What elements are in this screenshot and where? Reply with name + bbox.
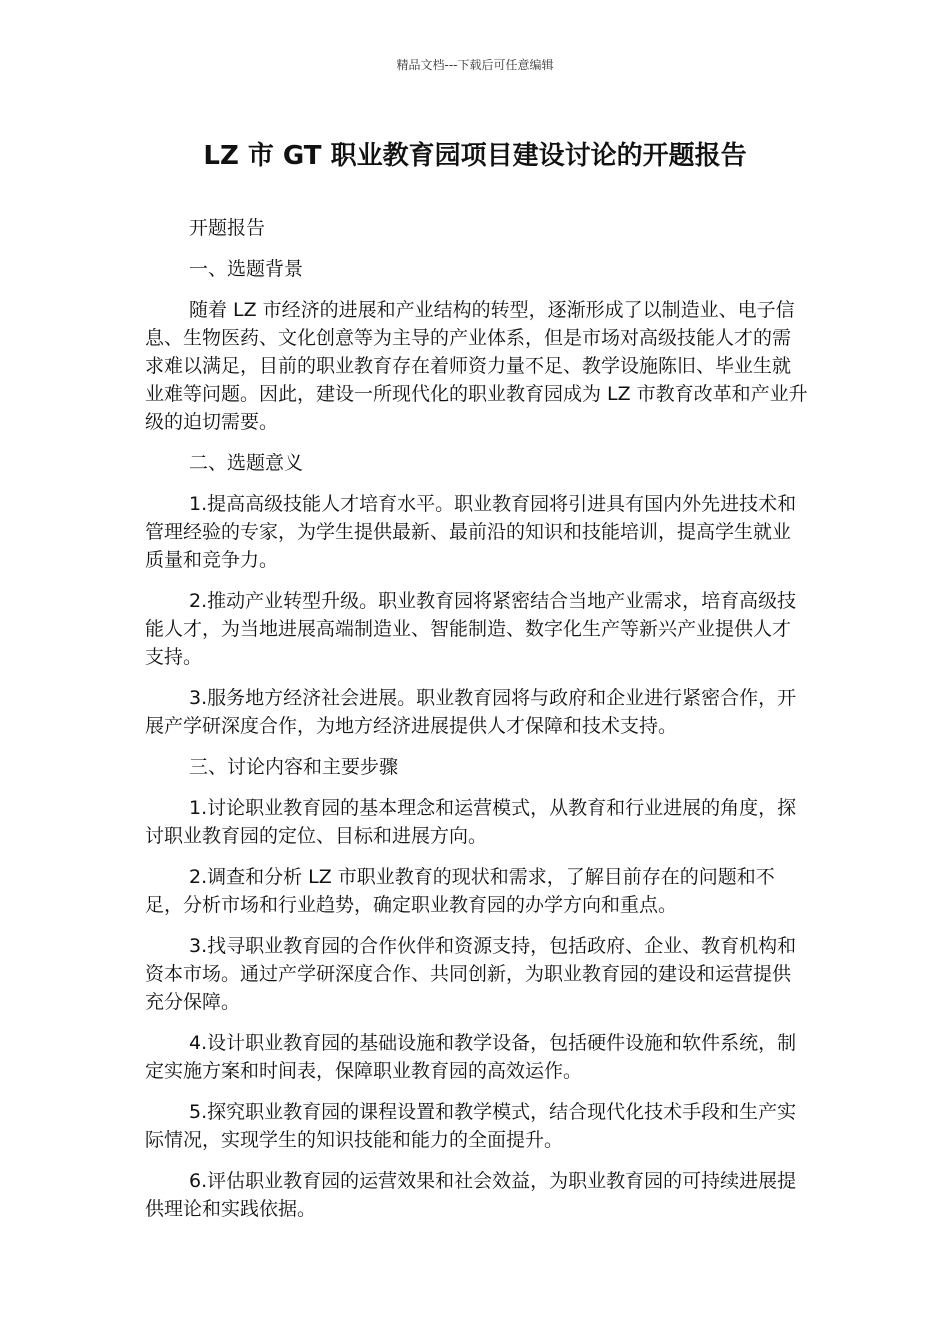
significance-item: 2.推动产业转型升级。职业教育园将紧密结合当地产业需求，培育高级技能人才，为当地进展高端制造业、智能制造、数字化生产等新兴产业提供人才支持。 xyxy=(145,590,797,668)
content-step-item: 5.探究职业教育园的课程设置和教学模式，结合现代化技术手段和生产实际情况，实现学生的知识技能和能力的全面提升。 xyxy=(145,1101,797,1151)
background-paragraph: 随着 LZ 市经济的进展和产业结构的转型，逐渐形成了以制造业、电子信息、生物医药、文化创意等为主导的产业体系，但是市场对高级技能人才的需求难以满足，目前的职业教育存在着师资力量不足、教学设施陈旧、毕业生就业难等问题。因此，建设一所现代化的职业教育园成为 LZ 市教育改革和产业升级的迫切需要。 xyxy=(145,299,808,433)
content-step-item: 4.设计职业教育园的基础设施和教学设备，包括硬件设施和软件系统，制定实施方案和时间表，保障职业教育园的高效运作。 xyxy=(145,1032,797,1082)
content-step-item: 3.找寻职业教育园的合作伙伴和资源支持，包括政府、企业、教育机构和资本市场。通过产学研深度合作、共同创新，为职业教育园的建设和运营提供充分保障。 xyxy=(145,935,797,1013)
section-heading-significance: 二、选题意义 xyxy=(189,452,304,474)
header-watermark: 精品文档---下载后可任意编辑 xyxy=(396,58,554,72)
report-label: 开题报告 xyxy=(189,217,266,239)
significance-item: 3.服务地方经济社会进展。职业教育园将与政府和企业进行紧密合作，开展产学研深度合作，为地方经济进展提供人才保障和技术支持。 xyxy=(145,687,797,737)
significance-item: 1.提高高级技能人才培育水平。职业教育园将引进具有国内外先进技术和管理经验的专家，为学生提供最新、最前沿的知识和技能培训，提高学生就业质量和竞争力。 xyxy=(145,493,797,571)
content-step-item: 2.调查和分析 LZ 市职业教育的现状和需求，了解目前存在的问题和不足，分析市场和行业趋势，确定职业教育园的办学方向和重点。 xyxy=(145,866,775,916)
content-step-item: 1.讨论职业教育园的基本理念和运营模式，从教育和行业进展的角度，探讨职业教育园的定位、目标和进展方向。 xyxy=(145,797,797,847)
section-heading-background: 一、选题背景 xyxy=(189,258,304,280)
section-heading-content-steps: 三、讨论内容和主要步骤 xyxy=(189,756,399,778)
document-body xyxy=(145,214,809,1236)
content-step-item: 6.评估职业教育园的运营效果和社会效益，为职业教育园的可持续进展提供理论和实践依据。 xyxy=(145,1170,797,1220)
document-title: LZ 市 GT 职业教育园项目建设讨论的开题报告 xyxy=(203,141,747,171)
